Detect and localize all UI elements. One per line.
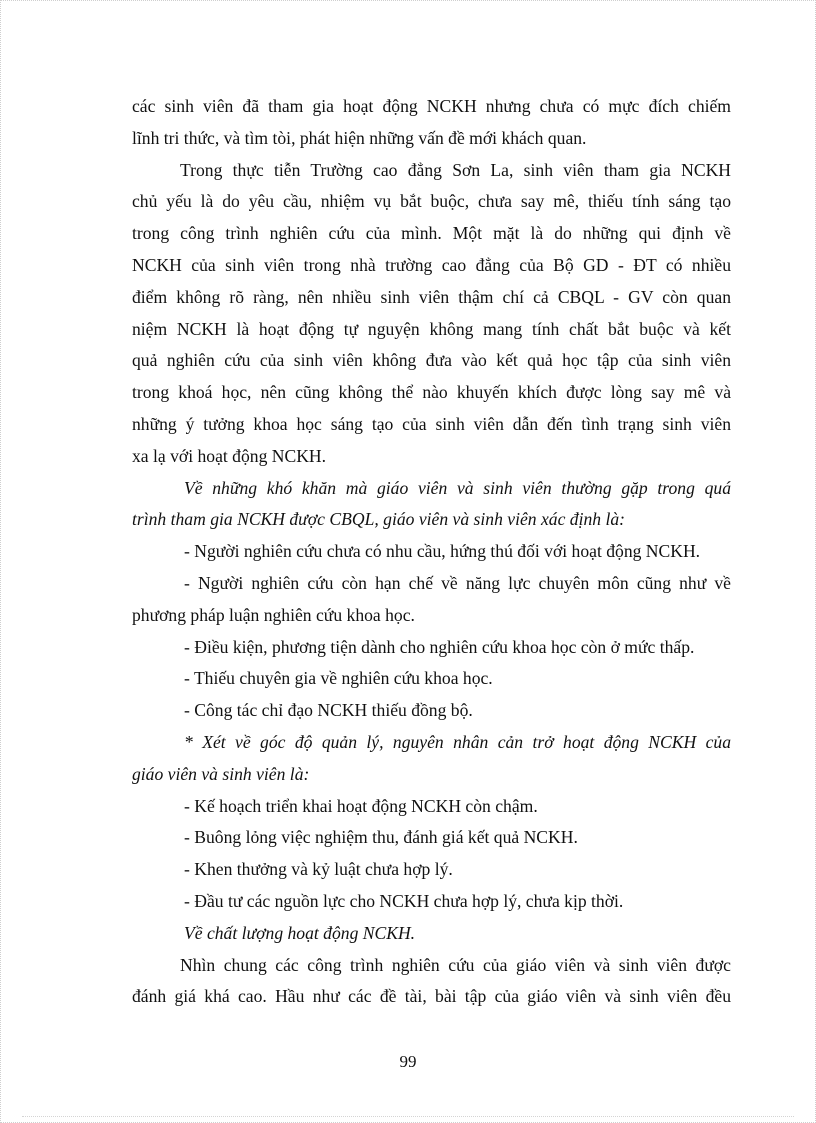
- paragraph-start-line: Nhìn chung các công trình nghiên cứu của giáo viên và sinh viên được: [180, 954, 731, 975]
- bottom-dotted-rule: [22, 1116, 794, 1117]
- section-heading: Về chất lượng hoạt động NCKH.: [184, 922, 416, 943]
- italic-heading-line: trình tham gia NCKH được CBQL, giáo viên và sinh viên xác định là:: [132, 509, 625, 530]
- text-line: đánh giá khá cao. Hầu như các đề tài, bài tập của giáo viên và sinh viên đều: [132, 986, 731, 1007]
- paragraph-start-line: Trong thực tiễn Trường cao đẳng Sơn La, sinh viên tham gia NCKH: [180, 159, 731, 180]
- italic-heading-line: Về những khó khăn mà giáo viên và sinh viên thường gặp trong quá: [184, 477, 731, 498]
- list-item: - Người nghiên cứu còn hạn chế về năng lực chuyên môn cũng như về: [184, 572, 731, 593]
- italic-heading-line: giáo viên và sinh viên là:: [132, 763, 310, 784]
- text-line: những ý tưởng khoa học sáng tạo của sinh viên dẫn đến tình trạng sinh viên: [132, 413, 731, 434]
- list-item: - Buông lỏng việc nghiệm thu, đánh giá kết quả NCKH.: [184, 827, 578, 848]
- text-line: điểm không rõ ràng, nên nhiều sinh viên thậm chí cả CBQL - GV còn quan: [132, 286, 731, 307]
- page-number: 99: [399, 1052, 417, 1071]
- list-item-continuation: phương pháp luận nghiên cứu khoa học.: [132, 604, 415, 625]
- italic-heading-line: * Xét về góc độ quản lý, nguyên nhân cản trở hoạt động NCKH của: [184, 731, 731, 752]
- text-line: lĩnh tri thức, và tìm tòi, phát hiện những vấn đề mới khách quan.: [132, 127, 587, 148]
- text-line: trong công trình nghiên cứu của mình. Một mặt là do những qui định về: [132, 223, 731, 244]
- text-line: NCKH của sinh viên trong nhà trường cao đẳng của Bộ GD - ĐT có nhiều: [132, 254, 731, 275]
- list-item: - Công tác chỉ đạo NCKH thiếu đồng bộ.: [184, 700, 473, 721]
- document-body: [132, 91, 731, 1013]
- text-line: các sinh viên đã tham gia hoạt động NCKH nhưng chưa có mực đích chiếm: [132, 96, 731, 116]
- text-line: xa lạ với hoạt động NCKH.: [132, 445, 327, 466]
- text-line: trong khoá học, nên cũng không thể nào khuyến khích được lòng say mê và: [132, 382, 731, 403]
- list-item: - Thiếu chuyên gia về nghiên cứu khoa học.: [184, 668, 493, 689]
- text-line: niệm NCKH là hoạt động tự nguyện không mang tính chất bắt buộc và kết: [132, 318, 731, 339]
- text-line: quả nghiên cứu của sinh viên không đưa vào kết quả học tập của sinh viên: [132, 350, 731, 371]
- list-item: - Điều kiện, phương tiện dành cho nghiên cứu khoa học còn ở mức thấp.: [184, 636, 695, 657]
- list-item: - Đầu tư các nguồn lực cho NCKH chưa hợp lý, chưa kịp thời.: [184, 890, 624, 911]
- text-line: chủ yếu là do yêu cầu, nhiệm vụ bắt buộc, chưa say mê, thiếu tính sáng tạo: [132, 191, 731, 212]
- list-item: - Khen thưởng và kỷ luật chưa hợp lý.: [184, 859, 453, 880]
- list-item: - Người nghiên cứu chưa có nhu cầu, hứng thú đối với hoạt động NCKH.: [184, 541, 701, 562]
- list-item: - Kế hoạch triển khai hoạt động NCKH còn chậm.: [184, 795, 538, 816]
